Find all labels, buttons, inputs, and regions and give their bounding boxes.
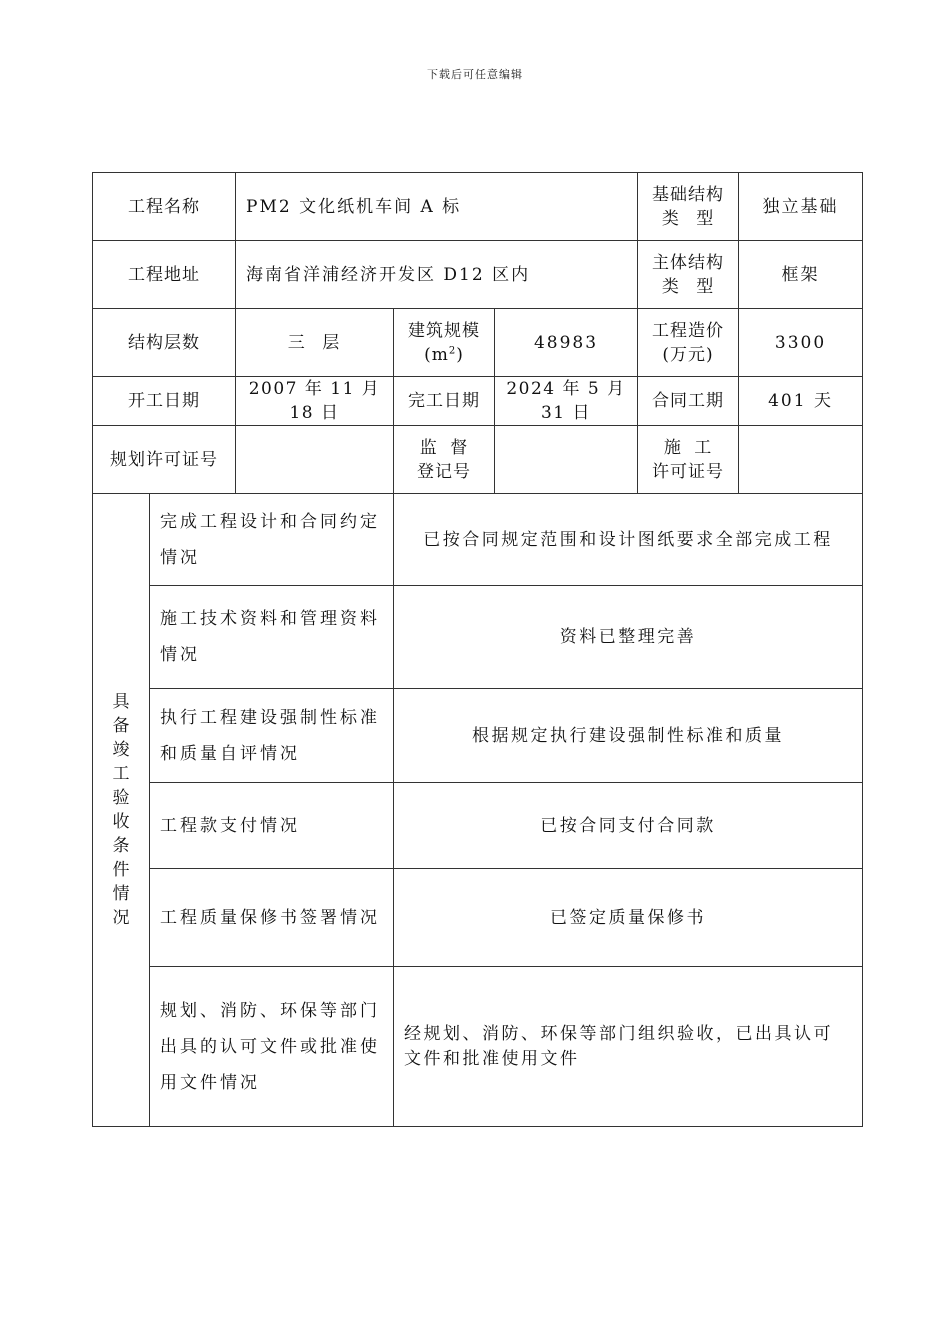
project-name-label: 工程名称	[93, 173, 236, 241]
contract-period-label: 合同工期	[638, 377, 739, 426]
construction-permit-label	[638, 426, 739, 494]
project-address-label: 工程地址	[93, 241, 236, 309]
condition-value-department-approvals: 经规划、消防、环保等部门组织验收，已出具认可文件和批准使用文件	[394, 967, 863, 1127]
foundation-type-label-line1: 基础结构	[652, 184, 725, 205]
building-scale-label	[394, 309, 495, 377]
supervision-registration-label-line2: 登记号	[417, 461, 471, 482]
contract-period-value: 401 天	[739, 377, 863, 426]
main-structure-label-line2: 类 型	[661, 276, 715, 297]
condition-label-department-approvals: 规划、消防、环保等部门出具的认可文件或批准使用文件情况	[150, 967, 394, 1127]
main-structure-label	[638, 241, 739, 309]
condition-value-technical-documents: 资料已整理完善	[394, 586, 863, 689]
floors-value: 三 层	[236, 309, 394, 377]
supervision-registration-label	[394, 426, 495, 494]
building-scale-label-line2: $(m^2)$	[424, 344, 464, 365]
condition-value-warranty: 已签定质量保修书	[394, 869, 863, 967]
main-structure-label-line1: 主体结构	[652, 252, 725, 273]
condition-label-warranty: 工程质量保修书签署情况	[150, 869, 394, 967]
foundation-type-value: 独立基础	[739, 173, 863, 241]
construction-permit-value	[739, 426, 863, 494]
start-date-value: 2007 年 11 月 18 日	[236, 377, 394, 426]
condition-label-mandatory-standards: 执行工程建设强制性标准和质量自评情况	[150, 689, 394, 783]
foundation-type-label-line2: 类 型	[661, 208, 715, 229]
project-cost-label-line1: 工程造价	[652, 320, 725, 341]
start-date-label: 开工日期	[93, 377, 236, 426]
condition-label-design-contract: 完成工程设计和合同约定情况	[150, 494, 394, 586]
condition-value-design-contract: 已按合同规定范围和设计图纸要求全部完成工程	[394, 494, 863, 586]
main-structure-value: 框架	[739, 241, 863, 309]
supervision-registration-label-line1: 监 督	[419, 437, 469, 458]
page-header-note: 下载后可任意编辑	[427, 68, 523, 81]
project-cost-label-line2: (万元)	[662, 344, 714, 365]
project-cost-label	[638, 309, 739, 377]
construction-permit-label-line1: 施 工	[663, 437, 713, 458]
foundation-type-label	[638, 173, 739, 241]
planning-permit-value	[236, 426, 394, 494]
supervision-registration-value	[495, 426, 638, 494]
acceptance-conditions-section-label: 具 备 竣 工 验 收 条 件 情 况	[93, 494, 150, 1127]
finish-date-value: 2024 年 5 月 31 日	[495, 377, 638, 426]
building-scale-value: 48983	[495, 309, 638, 377]
project-address-value: 海南省洋浦经济开发区 D12 区内	[236, 241, 638, 309]
condition-label-payment: 工程款支付情况	[150, 783, 394, 869]
planning-permit-label: 规划许可证号	[93, 426, 236, 494]
completion-acceptance-form	[92, 172, 863, 1127]
condition-label-technical-documents: 施工技术资料和管理资料情况	[150, 586, 394, 689]
construction-permit-label-line2: 许可证号	[652, 461, 725, 482]
project-name-value: PM2 文化纸机车间 A 标	[236, 173, 638, 241]
condition-value-mandatory-standards: 根据规定执行建设强制性标准和质量	[394, 689, 863, 783]
floors-label: 结构层数	[93, 309, 236, 377]
building-scale-label-line1: 建筑规模	[408, 320, 480, 341]
condition-value-payment: 已按合同支付合同款	[394, 783, 863, 869]
project-cost-value: 3300	[739, 309, 863, 377]
finish-date-label: 完工日期	[394, 377, 495, 426]
